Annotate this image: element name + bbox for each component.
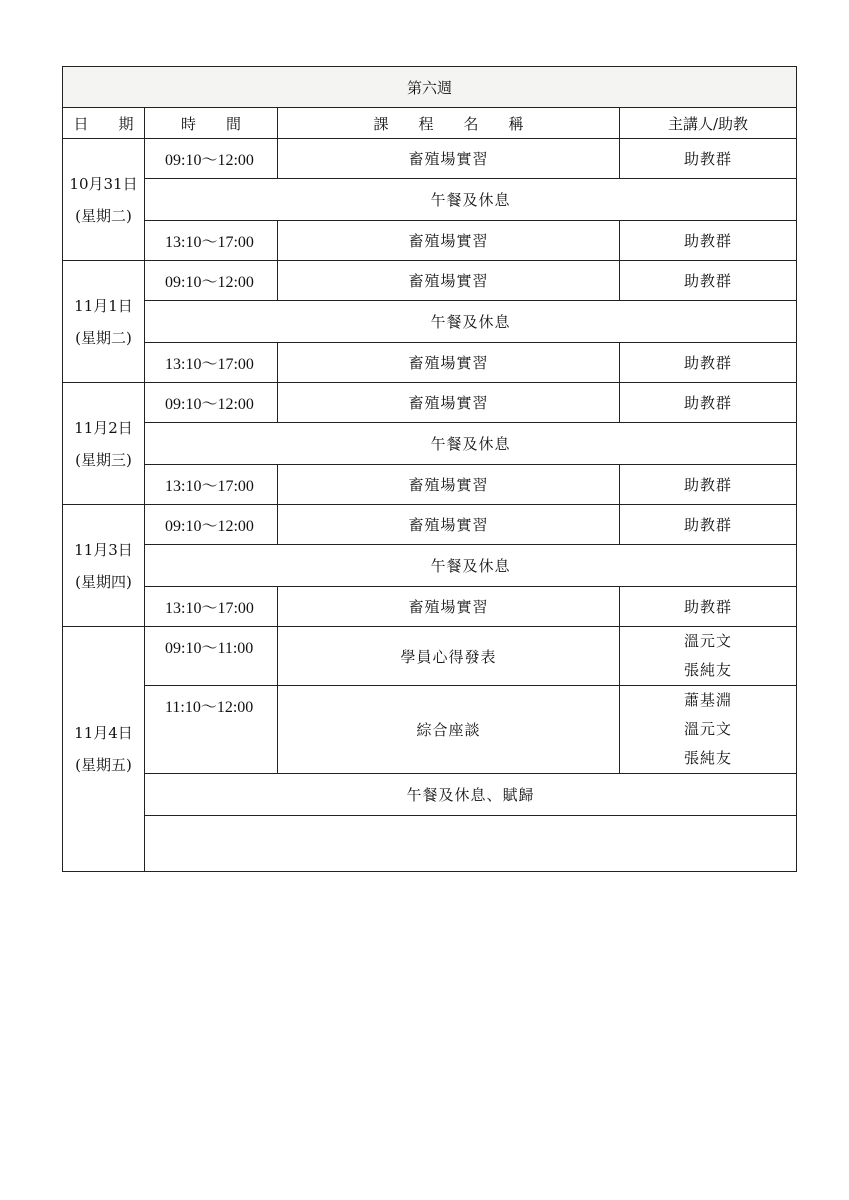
lunch-cell: 午餐及休息 [145,545,797,587]
course-cell: 畜殖場實習 [278,383,620,423]
lecturer-cell [620,686,797,774]
lecturer-cell [620,627,797,686]
day-row [63,221,797,261]
lecturer-name: 蕭基淵 [684,691,733,709]
lunch-row [63,301,797,343]
week-schedule-table [62,66,797,872]
day-row [63,139,797,179]
course-cell: 畜殖場實習 [278,139,620,179]
course-cell: 畜殖場實習 [278,587,620,627]
day-row [63,686,797,774]
weekday-label: (星期四) [75,572,132,591]
header-lecturer: 主講人/助教 [620,108,797,139]
lecturer-cell: 助教群 [620,587,797,627]
course-cell: 學員心得發表 [278,627,620,686]
header-date: 日 期 [63,108,145,139]
time-cell: 09:10～12:00 [145,139,278,179]
time-cell: 09:10～11:00 [145,627,278,686]
lunch-cell: 午餐及休息 [145,179,797,221]
lecturer-cell: 助教群 [620,261,797,301]
time-cell: 11:10～12:00 [145,686,278,774]
date-cell [63,261,145,383]
time-cell: 09:10～12:00 [145,261,278,301]
time-cell: 09:10～12:00 [145,383,278,423]
date-cell [63,627,145,872]
lecturer-cell: 助教群 [620,383,797,423]
lecturer-cell: 助教群 [620,221,797,261]
course-cell: 畜殖場實習 [278,465,620,505]
header-time: 時 間 [145,108,278,139]
day-row [63,587,797,627]
day-row [63,383,797,423]
course-cell: 畜殖場實習 [278,505,620,545]
lecturer-name: 張純友 [684,749,733,767]
header-row [63,108,797,139]
empty-cell [145,816,797,872]
lecturer-cell: 助教群 [620,505,797,545]
lunch-row [63,774,797,816]
date-cell [63,505,145,627]
date-cell [63,383,145,505]
time-cell: 09:10～12:00 [145,505,278,545]
course-cell: 畜殖場實習 [278,261,620,301]
day-row [63,261,797,301]
course-cell: 綜合座談 [278,686,620,774]
lecturer-cell: 助教群 [620,465,797,505]
course-cell: 畜殖場實習 [278,343,620,383]
weekday-label: (星期二) [75,206,132,225]
date-label: 11月4日 [74,724,133,742]
time-cell: 13:10～17:00 [145,343,278,383]
time-cell: 13:10～17:00 [145,221,278,261]
lunch-row [63,423,797,465]
lecturer-cell: 助教群 [620,139,797,179]
weekday-label: (星期二) [75,328,132,347]
time-cell: 13:10～17:00 [145,465,278,505]
date-label: 11月3日 [74,540,133,559]
date-cell [63,139,145,261]
empty-row [63,816,797,872]
date-label: 10月31日 [69,174,138,193]
lecturer-name: 溫元文 [684,720,733,738]
lunch-cell: 午餐及休息 [145,423,797,465]
lunch-row [63,179,797,221]
header-course: 課 程 名 稱 [278,108,620,139]
weekday-label: (星期三) [75,450,132,469]
day-row [63,505,797,545]
date-label: 11月2日 [74,418,133,437]
lunch-row [63,545,797,587]
lecturer-name: 張純友 [684,661,733,679]
time-cell: 13:10～17:00 [145,587,278,627]
closing-cell: 午餐及休息、賦歸 [145,774,797,816]
date-label: 11月1日 [74,296,133,315]
weekday-label: (星期五) [75,756,132,774]
day-row [63,627,797,686]
day-row [63,343,797,383]
day-row [63,465,797,505]
course-cell: 畜殖場實習 [278,221,620,261]
schedule-sheet [62,66,796,872]
lecturer-cell: 助教群 [620,343,797,383]
lecturer-name: 溫元文 [684,632,733,650]
week-title: 第六週 [63,67,797,108]
lunch-cell: 午餐及休息 [145,301,797,343]
